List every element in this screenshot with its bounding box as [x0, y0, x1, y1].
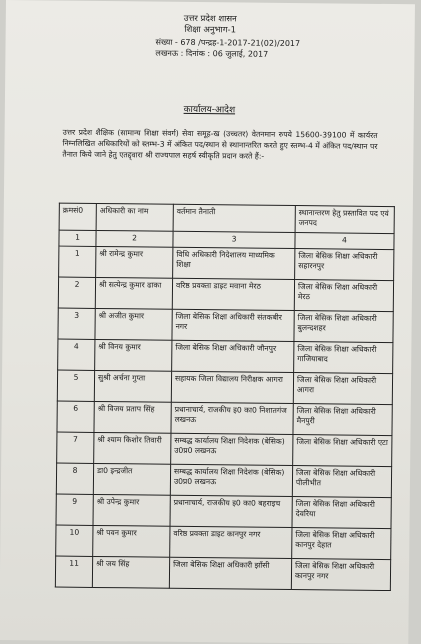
row-proposed-posting: जिला बेसिक शिक्षा अधिकारी सहारनपुर — [295, 249, 394, 281]
header-current-posting: वर्तमान तैनाती — [173, 204, 295, 232]
row-serial: 9 — [56, 494, 93, 525]
table-row — [57, 370, 392, 405]
row-proposed-posting: जिला बेसिक शिक्षा अधिकारी कानपुर देहात — [292, 528, 391, 560]
row-proposed-posting: जिला बेसिक शिक्षा अधिकारी मेरठ — [294, 280, 393, 312]
header-serial: क्रमसं0 — [59, 203, 96, 230]
table-row — [58, 339, 393, 374]
document-title: कार्यालय-आदेश — [183, 104, 236, 116]
row-officer-name: श्री अजीत कुमार — [95, 308, 172, 340]
col-number: 1 — [59, 230, 96, 246]
reference-number: संख्या - 678 /पन्द्रह-1-2017-21(02)/2017 — [155, 37, 301, 49]
row-current-posting: सम्बद्ध कार्यालय शिक्षा निदेशक (बेसिक) उ0प्र0 लखनऊ — [170, 464, 292, 496]
row-serial: 6 — [57, 401, 94, 432]
table-row — [56, 463, 391, 498]
row-current-posting: जिला बेसिक शिक्षा अधिकारी संतकबीर नगर — [172, 309, 294, 341]
row-current-posting: सहायक जिला विद्यालय निरीक्षक आगरा — [171, 371, 293, 403]
row-serial: 8 — [56, 463, 93, 494]
row-officer-name: श्री जय सिंह — [92, 556, 169, 588]
row-proposed-posting: जिला बेसिक शिक्षा अधिकारी एटा — [293, 435, 392, 467]
table-row — [57, 432, 392, 467]
row-current-posting: विधि अधिकारी निदेशालय माध्यमिक शिक्षा — [173, 247, 295, 279]
row-proposed-posting: जिला बेसिक शिक्षा अधिकारी कानपुर नगर — [291, 559, 390, 591]
row-officer-name: श्री पवन कुमार — [93, 525, 170, 557]
col-number: 4 — [295, 233, 394, 250]
table-row — [56, 494, 391, 529]
header-section: शिक्षा अनुभाग-1 — [184, 24, 237, 36]
col-number: 2 — [96, 230, 173, 247]
row-serial: 11 — [55, 556, 92, 587]
row-serial: 10 — [56, 525, 93, 556]
table-row — [55, 556, 390, 591]
col-number: 3 — [173, 231, 295, 248]
row-proposed-posting: जिला बेसिक शिक्षा अधिकारी देवरिया — [292, 497, 391, 529]
row-current-posting: जिला बेसिक शिक्षा अधिकारी झाँसी — [169, 557, 291, 589]
row-proposed-posting: जिला बेसिक शिक्षा अधिकारी आगरा — [293, 373, 392, 405]
transfer-table — [55, 203, 395, 591]
row-officer-name: श्री उपेन्द्र कुमार — [93, 494, 170, 526]
row-proposed-posting: जिला बेसिक शिक्षा अधिकारी मैनपुरी — [293, 404, 392, 436]
row-current-posting: वरिष्ठ प्रवक्ता डाइट कानपुर नगर — [170, 526, 292, 558]
row-serial: 2 — [58, 277, 95, 308]
row-officer-name: श्री विनय कुमार — [95, 339, 172, 371]
row-serial: 4 — [58, 339, 95, 370]
row-proposed-posting: जिला बेसिक शिक्षा अधिकारी पीलीभीत — [292, 466, 391, 498]
row-proposed-posting: जिला बेसिक शिक्षा अधिकारी गाजियाबाद — [294, 342, 393, 374]
row-officer-name: सुश्री अर्चना गुप्ता — [94, 370, 171, 402]
header-government: उत्तर प्रदेश शासन — [183, 13, 237, 25]
row-officer-name: श्री रामेन्द्र कुमार — [96, 246, 173, 278]
table-row — [58, 308, 393, 343]
row-current-posting: जिला बेसिक शिक्षा अधिकारी जौनपुर — [172, 340, 294, 372]
row-serial: 3 — [58, 308, 95, 339]
row-officer-name: श्री श्याम किशोर तिवारी — [94, 432, 171, 464]
row-current-posting: प्रधानाचार्य, राजकीय इ0 का0 बहराइच — [170, 495, 292, 527]
table-row — [59, 246, 394, 281]
date-line: लखनऊ : दिनांक : 06 जुलाई, 2017 — [155, 48, 269, 59]
row-serial: 1 — [59, 246, 96, 277]
row-serial: 7 — [57, 432, 94, 463]
row-officer-name: डा0 इन्द्रजीत — [93, 463, 170, 495]
order-paragraph: उत्तर प्रदेश शैक्षिक (सामान्य शिक्षा संवर्ग) सेवा समूह-ख (उच्चतर) वेतनमान रुपये 15600-39100 में कार्यरत निम्नलिखित अधिकारियों को स्तम्भ-3 में अंकित पद/स्थान से स्थानान्तरित करते हुए स्तम्भ-4 में अंकित पद/स्थान पर तैनात किये जाने हेतु एतद्द्वारा श्री राज्यपाल सहर्ष स्वीकृति प्रदान करते हैं:- — [62, 127, 378, 161]
row-current-posting: वरिष्ठ प्रवक्ता डाइट मवाना मेरठ — [172, 278, 294, 310]
row-proposed-posting: जिला बेसिक शिक्षा अधिकारी बुलन्दशहर — [294, 311, 393, 343]
row-officer-name: श्री विजय प्रताप सिंह — [94, 401, 171, 433]
table-row — [56, 525, 391, 560]
row-officer-name: श्री सत्येन्द्र कुमार ढाका — [95, 277, 172, 309]
row-serial: 5 — [57, 370, 94, 401]
row-current-posting: प्रधानाचार्य, राजकीय इ0 का0 निशातगंज लखनऊ — [171, 402, 293, 434]
header-proposed-posting: स्थानान्तरण हेतु प्रस्तावित पद एवं जनपद — [295, 206, 394, 234]
header-officer-name: अधिकारी का नाम — [96, 203, 173, 231]
row-current-posting: सम्बद्ध कार्यालय शिक्षा निदेशक (बेसिक) उ0प्र0 लखनऊ — [171, 433, 293, 465]
table-row — [58, 277, 393, 312]
table-row — [57, 401, 392, 436]
table-header-row — [59, 203, 394, 234]
